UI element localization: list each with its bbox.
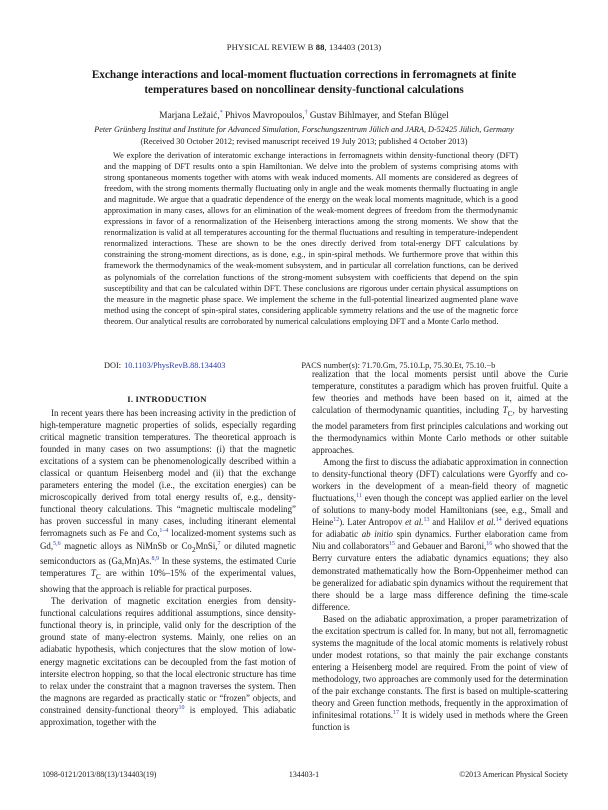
citation-link[interactable]: 8,9 bbox=[151, 556, 159, 563]
text: who showed that the Berry curvature enters the adiabatic dynamics equations; they also demonstrated mathematically how the Born-Oppenheimer method can be generalized for adiabatic spin dynamics without the requirement that there should be a large mass difference defining the time-scale difference. bbox=[312, 541, 568, 612]
copyright: ©2013 American Physical Society bbox=[459, 770, 568, 779]
subscript: C bbox=[507, 408, 513, 418]
citation-link[interactable]: 15 bbox=[389, 541, 396, 548]
text: Based on the adiabatic approximation, a proper parametrization of the excitation spectrum is called for. In many, but not all, ferromagnetic systems the magnitude of the local atomic moments is relatively robust under modest rotations, so that mainly the pair exchange constants entering a Heisenberg model are required. From the point of view of methodology, two approaches are commonly used for the determination of the pair exchange constants. The first is based on multiple-scattering theory and Green function methods, frequently in the approximation of infinitesimal rotations. bbox=[312, 613, 568, 721]
citation-link[interactable]: 17 bbox=[393, 710, 400, 717]
text: and Gebauer and Baroni, bbox=[395, 541, 487, 552]
subscript: C bbox=[95, 572, 101, 582]
text: derived equations for adiabatic bbox=[312, 517, 568, 540]
text: It is widely used in methods where the Green function is bbox=[312, 710, 568, 733]
right-column bbox=[312, 368, 568, 733]
citation-link[interactable]: 12 bbox=[333, 517, 340, 524]
affiliation: Peter Grünberg Institut and Institute for Advanced Simulation, Forschungszentrum Jülich and JARA, D-52425 Jülich, Germany bbox=[94, 125, 514, 134]
text: ). Later Antropov bbox=[339, 517, 406, 528]
subscript: 2 bbox=[191, 544, 196, 554]
citation-link[interactable]: 5,6 bbox=[53, 540, 61, 547]
author-footnote-link[interactable]: † bbox=[304, 110, 308, 116]
journal-header bbox=[0, 42, 608, 52]
citation-link[interactable]: 11 bbox=[356, 493, 362, 500]
text: even though the concept was applied earlier on the level of solutions to many-body model Hamiltonians (see, e.g., Small and Heine bbox=[312, 493, 568, 528]
paragraph bbox=[40, 407, 296, 595]
text: magnetic alloys as NiMnSb or Co bbox=[60, 540, 192, 551]
author-name: Gustav Bihlmayer, and Stefan Blügel bbox=[309, 111, 449, 121]
journal-name: PHYSICAL REVIEW B bbox=[226, 42, 314, 52]
article-number-year: 134403 (2013) bbox=[329, 42, 382, 52]
paragraph bbox=[40, 595, 296, 728]
journal-volume: 88 bbox=[315, 42, 325, 52]
author-name: Marjana Ležaić, bbox=[159, 111, 220, 121]
text: localized-moment systems such as Gd, bbox=[40, 528, 296, 551]
citation-link[interactable]: 1–4 bbox=[159, 528, 169, 535]
paper-title: Exchange interactions and local-moment fluctuation corrections in ferromagnets at finite temperatures based on noncollinear density-functional calculations bbox=[91, 69, 517, 96]
et-al: et al. bbox=[477, 517, 496, 528]
section-heading: I. INTRODUCTION bbox=[127, 394, 207, 404]
text: realization that the local moments persist until above the Curie temperature, constitutes a paradigm which has proven fruitful. Quite a few theories and methods have been based on it, aimed at the calculation of thermodynamic quantities, including bbox=[312, 369, 568, 416]
author-name: Phivos Mavropoulos, bbox=[225, 111, 305, 121]
paragraph bbox=[312, 613, 568, 733]
text: are within 10%–15% of the experimental values, showing that the approach is reliable for practical purposes. bbox=[40, 568, 296, 595]
citation-link[interactable]: 16 bbox=[486, 541, 493, 548]
text: , by harvesting the model parameters from first principles calculations and working out the thermodynamics within Monte Carlo methods or other suitable approaches. bbox=[312, 405, 568, 456]
citation-link[interactable]: 14 bbox=[495, 517, 502, 524]
text: MnSi, bbox=[195, 540, 218, 551]
math-symbol: T bbox=[90, 568, 96, 579]
text: and Halilov bbox=[429, 517, 478, 528]
doi-label: DOI: bbox=[104, 361, 122, 370]
text: spin dynamics. Further elaboration came from Niu and collaborators bbox=[312, 529, 568, 552]
text: is employed. This adiabatic approximation, together with the bbox=[40, 704, 296, 727]
paragraph bbox=[312, 368, 568, 456]
text: Among the first to discuss the adiabatic approximation in connection to density-functional theory (DFT) calculations were Gyorffy and co-workers in the development of a mean-field theory of magnetic fluctuations, bbox=[312, 457, 568, 504]
text: The derivation of magnetic excitation energies from density-functional calculations requires additional assumptions, since density-functional theory is, in principle, valid only for the description of the ground state of many-electron systems. Mainly, one relies on an adiabatic hypothesis, which conjectures that the slow motion of low-energy magnetic excitations can be decoupled from the fast motion of intersite electron hopping, so that the local electronic structure has time to relax under the constraint that a magnon traverses the system. Then the magnons are regarded as practically static or “frozen” objects, and constrained density-functional theory bbox=[40, 596, 296, 715]
ab-initio: ab initio bbox=[361, 529, 393, 540]
citation-link[interactable]: 13 bbox=[423, 517, 430, 524]
paragraph bbox=[312, 456, 568, 613]
footer-issn: 1098-0121/2013/88(13)/134403(19) bbox=[42, 770, 157, 779]
doi-link[interactable]: 10.1103/PhysRevB.88.134403 bbox=[124, 361, 226, 370]
received-dates: (Received 30 October 2012; revised manuscript received 19 July 2013; published 4 October 2013) bbox=[140, 137, 468, 146]
page-number: 134403-1 bbox=[288, 770, 320, 779]
author-list bbox=[0, 111, 608, 121]
text: In these systems, the estimated Curie temperatures bbox=[40, 556, 296, 579]
text: or diluted magnetic semiconductors as (Ga,Mn)As. bbox=[40, 540, 296, 567]
journal-sep: , bbox=[324, 42, 330, 52]
abstract: We explore the derivation of interatomic exchange interactions in ferromagnets within density-functional theory (DFT) and the mapping of DFT results onto a spin Hamiltonian. We delve into the problem of systems comprising atoms with strong spontaneous moments together with atoms with weak induced moments. All moments are considered as degrees of freedom, with the strong moments thermally fluctuating only in angle and the weak moments thermally fluctuating in angle and magnitude. We argue that a quadratic dependence of the energy on the weak local moments magnitude, which is a good approximation in many cases, allows for an elimination of the weak-moment degrees of freedom from the thermodynamic expressions in favor of a renormalization of the Heisenberg interactions among the strong moments. We show that the renormalization is valid at all temperatures accounting for the thermal fluctuations and resulting in temperature-independent renormalized interactions. These are shown to be the ones directly derived from total-energy DFT calculations by constraining the strong-moment directions, as is done, e.g., in spin-spiral methods. We furthermore prove that within this framework the thermodynamics of the weak-moment subsystem, and in particular all correlation functions, can be derived as polynomials of the correlation functions of the strong-moment subsystem with coefficients that depend on the spin susceptibility and that can be calculated within DFT. These conclusions are rigorous under certain physical assumptions on the measure in the magnetic phase space. We implement the scheme in the full-potential linearized augmented plane wave method using the concept of spin-spiral states, considering applicable symmetry relations and the use of the magnetic force theorem. Our analytical results are corroborated by numerical calculations employing DFT and a Monte Carlo method. bbox=[104, 151, 518, 326]
math-symbol: T bbox=[502, 405, 508, 416]
pacs-numbers: PACS number(s): 71.70.Gm, 75.10.Lp, 75.30.Et, 75.10.−b bbox=[301, 361, 496, 370]
citation-link[interactable]: 7 bbox=[217, 540, 221, 547]
left-column bbox=[40, 407, 296, 728]
author-footnote-link[interactable]: * bbox=[219, 110, 223, 116]
text: In recent years there has been increasing activity in the prediction of high-temperature magnetic properties of solids, especially regarding critical magnetic transition temperatures. The theoretical approach is founded in many cases on two assumptions: (i) that the magnetic excitations of a system can be phenomenologically described within a classical or quantum Heisenberg model and (ii) that the exchange parameters entering the model (i.e., the excitation energies) can be microscopically derived from total energy results of, e.g., density-functional theory calculations. This “magnetic multiscale modeling” has proven successful in many cases, including itinerant elemental ferromagnets such as Fe and Co, bbox=[40, 408, 296, 539]
et-al: et al. bbox=[405, 517, 424, 528]
citation-link[interactable]: 10 bbox=[178, 704, 185, 711]
